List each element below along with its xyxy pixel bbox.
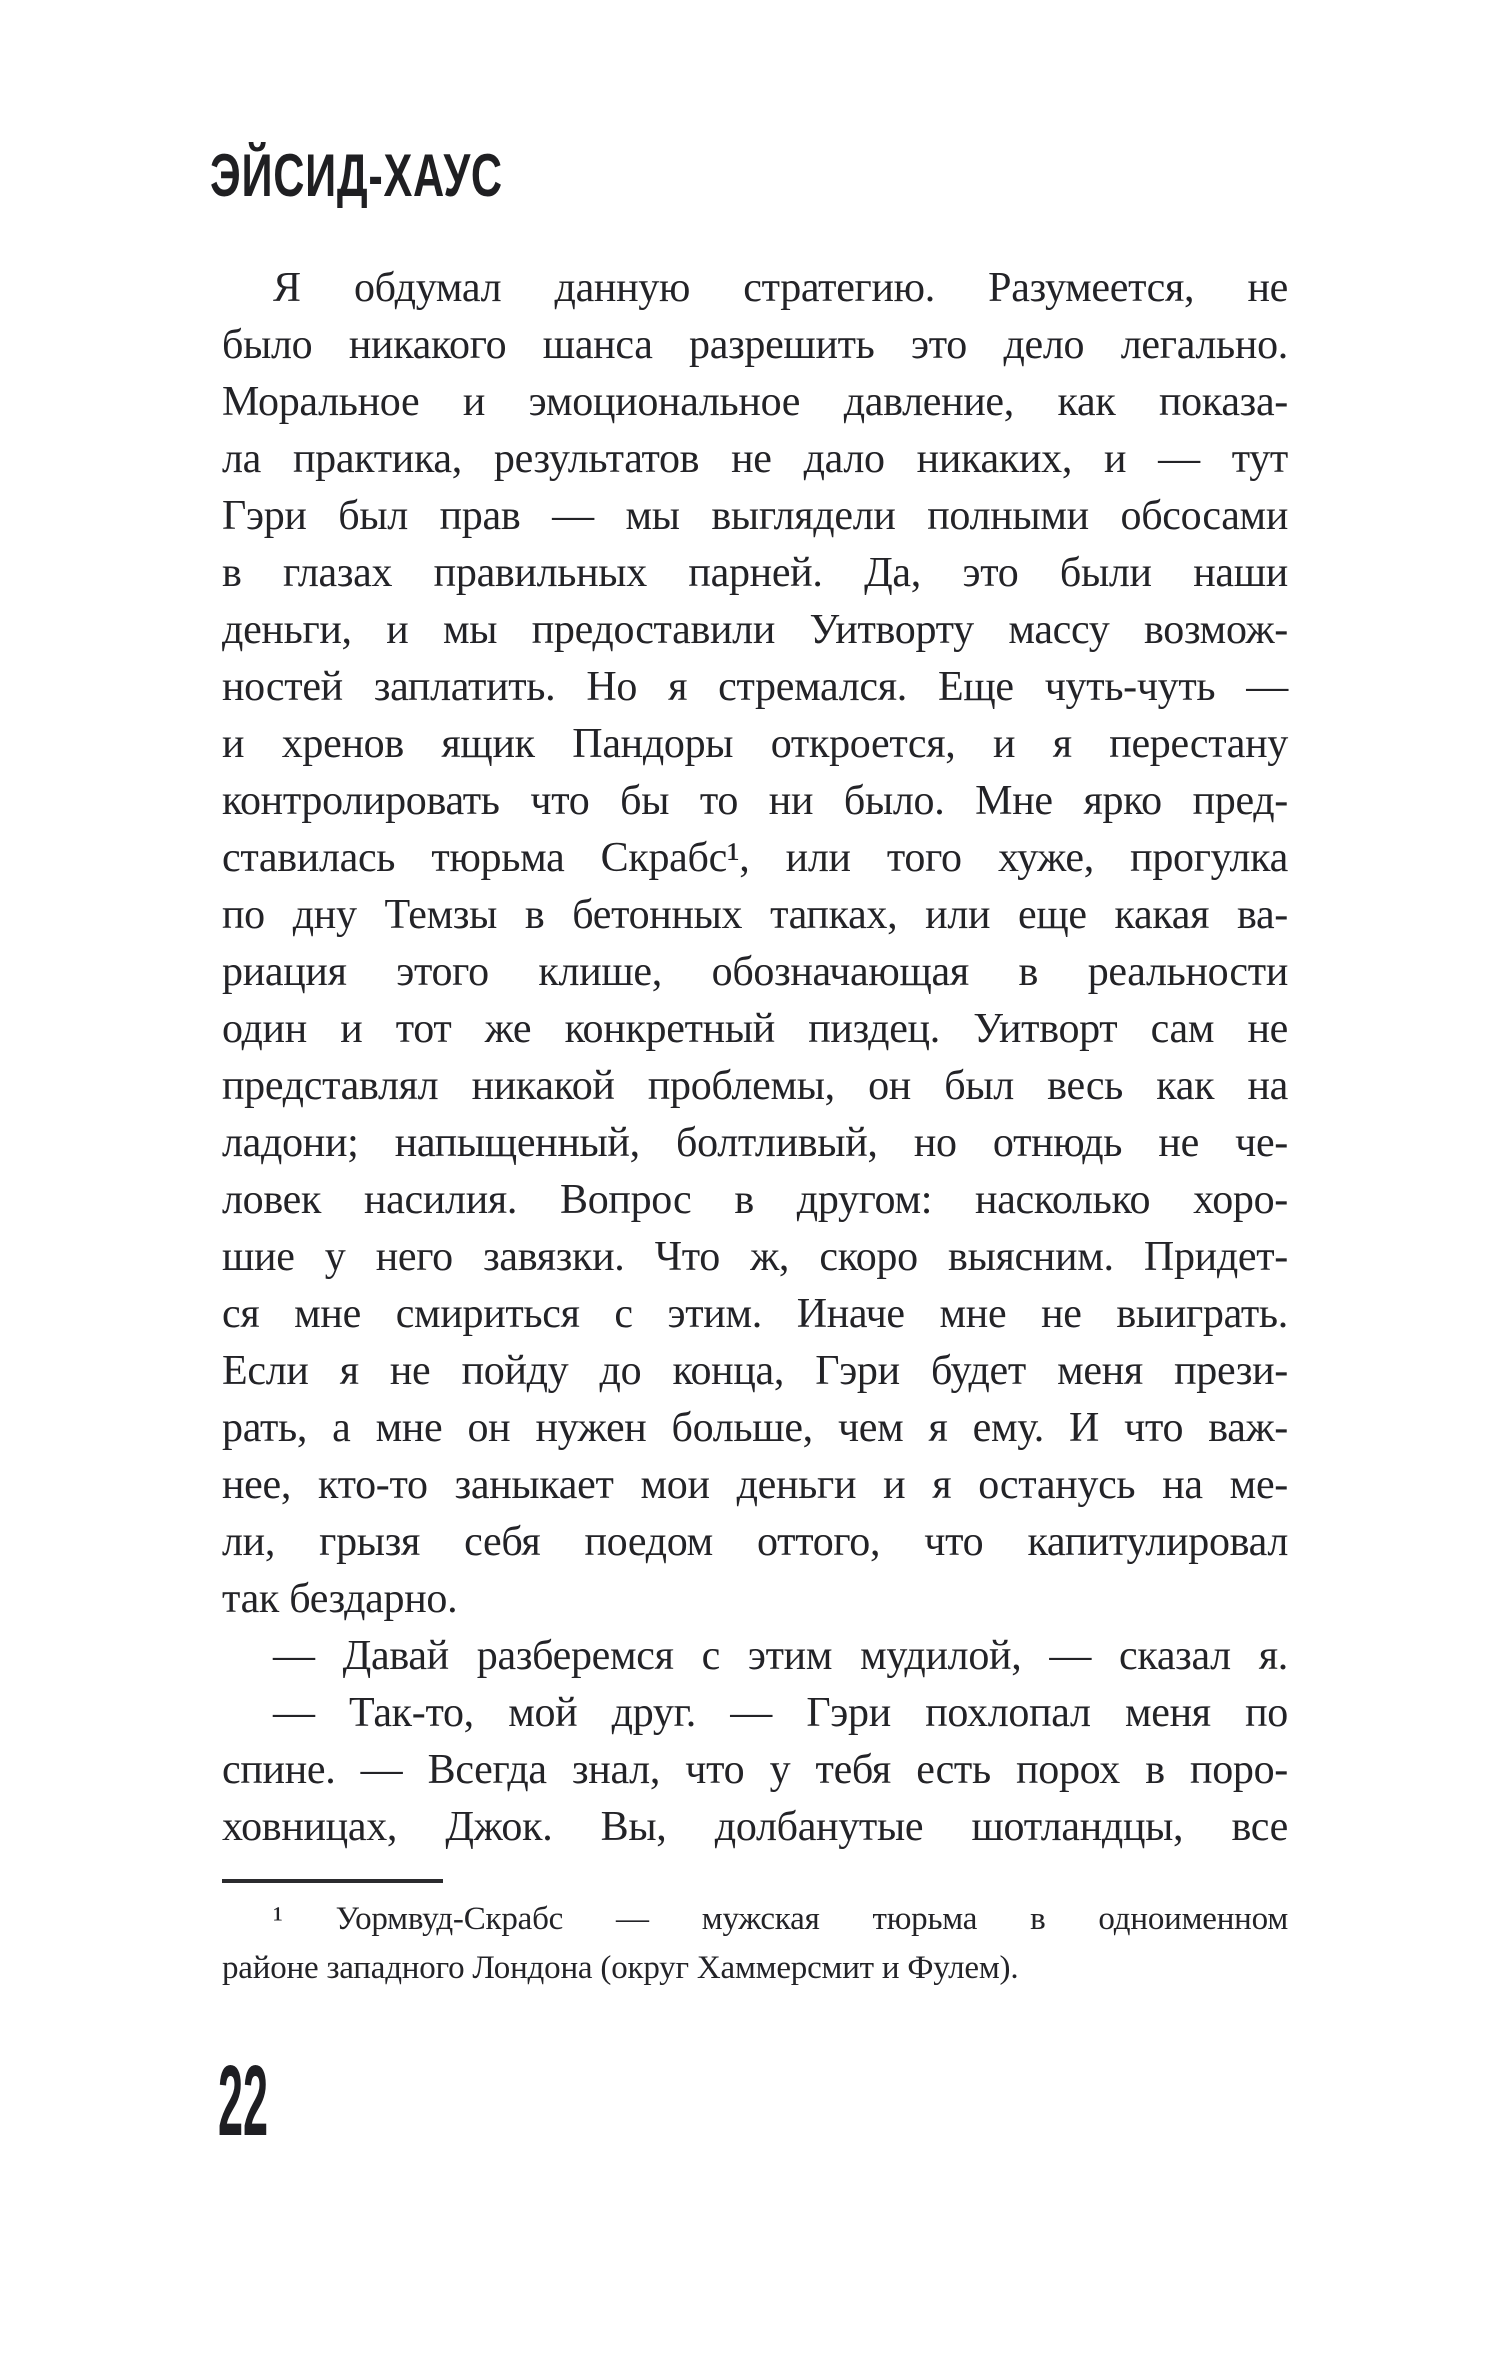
body-text-line: риация этого клише, обозначающая в реальности <box>222 949 1288 995</box>
body-text-line: — Так-то, мой друг. — Гэри похлопал меня по <box>273 1690 1288 1736</box>
footnote <box>222 1895 1288 1993</box>
body-text-line: — Давай разберемся с этим мудилой, — сказал я. <box>273 1633 1288 1679</box>
body-text-line: в глазах правильных парней. Да, это были наши <box>222 550 1288 596</box>
body-text-line: ли, грызя себя поедом оттого, что капитулировал <box>222 1519 1288 1565</box>
body-text-line: шие у него завязки. Что ж, скоро выясним. Придет- <box>222 1234 1288 1280</box>
body-text <box>222 260 1288 1856</box>
footnote-line: ¹ Уормвуд-Скрабс — мужская тюрьма в одноименном <box>273 1901 1288 1937</box>
body-text-line: нее, кто-то заныкает мои деньги и я останусь на ме- <box>222 1462 1288 1508</box>
body-text-line: Если я не пойду до конца, Гэри будет меня прези- <box>222 1348 1288 1394</box>
body-text-line: и хренов ящик Пандоры откроется, и я перестану <box>222 721 1288 767</box>
body-text-line: ностей заплатить. Но я стремался. Еще чуть-чуть — <box>222 664 1288 710</box>
body-text-line: контролировать что бы то ни было. Мне ярко пред- <box>222 778 1288 824</box>
body-text-line: рать, а мне он нужен больше, чем я ему. И что важ- <box>222 1405 1288 1451</box>
body-text-line: ховницах, Джок. Вы, долбанутые шотландцы, все <box>222 1804 1288 1850</box>
body-text-line: по дну Темзы в бетонных тапках, или еще какая ва- <box>222 892 1288 938</box>
body-text-line: было никакого шанса разрешить это дело легально. <box>222 322 1288 368</box>
body-text-line: представлял никакой проблемы, он был весь как на <box>222 1063 1288 1109</box>
body-text-line: Я обдумал данную стратегию. Разумеется, не <box>273 265 1288 311</box>
page-number: 22 <box>218 2045 269 2157</box>
body-text-line: ла практика, результатов не дало никаких, и — тут <box>222 436 1288 482</box>
body-text-line: ся мне смириться с этим. Иначе мне не выиграть. <box>222 1291 1288 1337</box>
footnote-line: районе западного Лондона (округ Хаммерсмит и Фулем). <box>222 1950 1019 1986</box>
body-text-line: так бездарно. <box>222 1576 458 1622</box>
body-text-line: Моральное и эмоциональное давление, как показа- <box>222 379 1288 425</box>
body-text-line: один и тот же конкретный пиздец. Уитворт сам не <box>222 1006 1288 1052</box>
body-text-line: деньги, и мы предоставили Уитворту массу возмож- <box>222 607 1288 653</box>
body-text-line: ставилась тюрьма Скрабс¹, или того хуже, прогулка <box>222 835 1288 881</box>
running-head: ЭЙСИД-ХАУС <box>210 142 503 209</box>
body-text-line: ловек насилия. Вопрос в другом: насколько хоро- <box>222 1177 1288 1223</box>
body-text-line: Гэри был прав — мы выглядели полными обсосами <box>222 493 1288 539</box>
body-text-line: ладони; напыщенный, болтливый, но отнюдь не че- <box>222 1120 1288 1166</box>
body-text-line: спине. — Всегда знал, что у тебя есть порох в поро- <box>222 1747 1288 1793</box>
footnote-separator-rule <box>222 1879 443 1883</box>
